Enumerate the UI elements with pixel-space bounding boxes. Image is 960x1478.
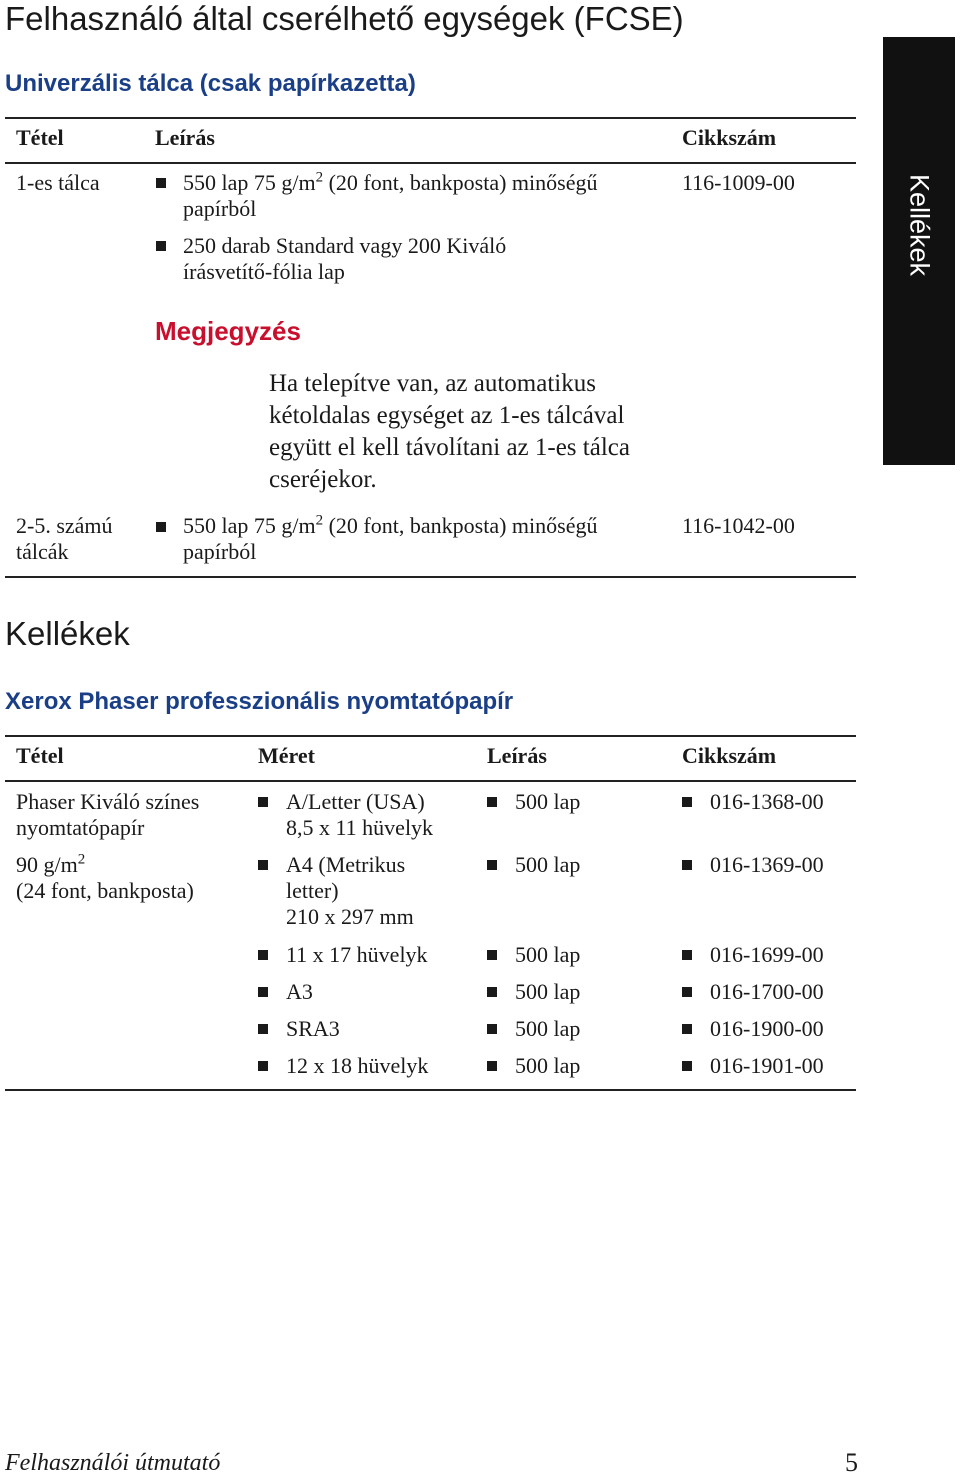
bullet-icon bbox=[156, 241, 166, 251]
note-text: Ha telepítve van, az automatikus kétoldalas egységet az 1-es tálcával együtt el kell távolítani az 1-es tálca cseréjekor. bbox=[269, 370, 630, 493]
trays-2-5-bullet1: 550 lap 75 $g/m^2$ (20 font, bankposta) minőségű papírból bbox=[183, 512, 598, 564]
paper-description: 500 lap bbox=[515, 1053, 581, 1078]
paper-size: 11 x 17 hüvelyk bbox=[286, 942, 428, 967]
section-title-paper: Xerox Phaser professzionális nyomtatópapír bbox=[5, 688, 514, 715]
bullet-icon bbox=[487, 1061, 497, 1071]
tray1-item: 1-es tálca bbox=[16, 170, 100, 195]
note-title: Megjegyzés bbox=[155, 316, 301, 346]
paper-table-top-rule bbox=[5, 735, 856, 737]
paper-description: 500 lap bbox=[515, 1016, 581, 1041]
bullet-icon bbox=[682, 1061, 692, 1071]
bullet-icon bbox=[156, 178, 166, 188]
paper-item-name: Phaser Kiváló színes nyomtatópapír bbox=[16, 789, 200, 840]
paper-size: A/Letter (USA) 8,5 x 11 hüvelyk bbox=[286, 789, 434, 840]
bullet-icon bbox=[682, 1024, 692, 1034]
table-top-rule bbox=[5, 117, 856, 119]
side-tab bbox=[883, 37, 955, 465]
paper-header-part-number: Cikkszám bbox=[682, 743, 777, 768]
header-description: Leírás bbox=[155, 125, 215, 150]
paper-header-description: Leírás bbox=[487, 743, 547, 768]
header-rule bbox=[5, 162, 856, 164]
table-bottom-rule bbox=[5, 576, 856, 578]
bullet-icon bbox=[258, 1024, 268, 1034]
footer-guide-title: Felhasználói útmutató bbox=[5, 1450, 221, 1476]
paper-header-item: Tétel bbox=[16, 743, 64, 768]
bullet-icon bbox=[487, 987, 497, 997]
paper-size: A3 bbox=[286, 979, 313, 1004]
paper-item-weight: 90 $g/m^2$ (24 font, bankposta) bbox=[16, 851, 194, 903]
paper-header-size: Méret bbox=[258, 743, 315, 768]
paper-part-number: 016-1699-00 bbox=[710, 942, 824, 967]
bullet-icon bbox=[487, 1024, 497, 1034]
paper-description: 500 lap bbox=[515, 979, 581, 1004]
bullet-icon bbox=[682, 950, 692, 960]
header-part-number: Cikkszám bbox=[682, 125, 777, 150]
paper-table-bottom-rule bbox=[5, 1089, 856, 1091]
bullet-icon bbox=[487, 797, 497, 807]
paper-part-number: 016-1700-00 bbox=[710, 979, 824, 1004]
paper-part-number: 016-1900-00 bbox=[710, 1016, 824, 1041]
bullet-icon bbox=[682, 987, 692, 997]
paper-size: SRA3 bbox=[286, 1016, 340, 1041]
trays-2-5-part-number: 116-1042-00 bbox=[682, 513, 795, 538]
paper-description: 500 lap bbox=[515, 942, 581, 967]
tray1-bullet2: 250 darab Standard vagy 200 Kiváló írásvetítő-fólia lap bbox=[183, 233, 507, 284]
bullet-icon bbox=[682, 860, 692, 870]
section-title-universal-tray: Univerzális tálca (csak papírkazetta) bbox=[5, 70, 416, 97]
paper-size: A4 (Metrikus letter) 210 x 297 mm bbox=[286, 852, 414, 929]
tray1-part-number: 116-1009-00 bbox=[682, 170, 795, 195]
bullet-icon bbox=[487, 860, 497, 870]
section-heading-supplies: Kellékek bbox=[5, 615, 130, 652]
page-title: Felhasználó által cserélhető egységek (FCSE) bbox=[5, 0, 684, 37]
paper-size: 12 x 18 hüvelyk bbox=[286, 1053, 429, 1078]
bullet-icon bbox=[258, 987, 268, 997]
side-tab-label: Kellékek bbox=[904, 173, 935, 277]
bullet-icon bbox=[258, 860, 268, 870]
bullet-icon bbox=[487, 950, 497, 960]
paper-description: 500 lap bbox=[515, 852, 581, 877]
paper-part-number: 016-1368-00 bbox=[710, 789, 824, 814]
bullet-icon bbox=[682, 797, 692, 807]
bullet-icon bbox=[258, 797, 268, 807]
paper-header-rule bbox=[5, 780, 856, 782]
header-item: Tétel bbox=[16, 125, 64, 150]
paper-part-number: 016-1901-00 bbox=[710, 1053, 824, 1078]
footer-page-number: 5 bbox=[845, 1448, 858, 1477]
paper-description: 500 lap bbox=[515, 789, 581, 814]
bullet-icon bbox=[258, 950, 268, 960]
tray1-bullet1: 550 lap 75 $g/m^2$ (20 font, bankposta) minőségű papírból bbox=[183, 169, 598, 221]
bullet-icon bbox=[156, 522, 166, 532]
trays-2-5-item: 2-5. számú tálcák bbox=[16, 513, 113, 564]
bullet-icon bbox=[258, 1061, 268, 1071]
paper-part-number: 016-1369-00 bbox=[710, 852, 824, 877]
